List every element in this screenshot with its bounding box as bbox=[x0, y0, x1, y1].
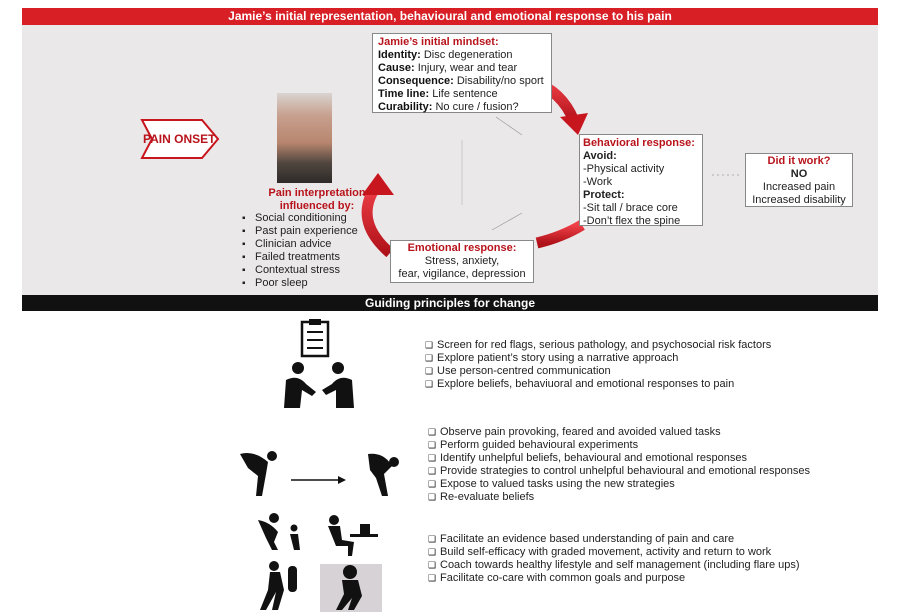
mindset-row: Consequence: Disability/no sport bbox=[378, 75, 544, 87]
protect-item: -Sit tall / brace core bbox=[583, 202, 678, 214]
protect-item: -Don’t flex the spine bbox=[583, 215, 681, 227]
list-item: ❑ Facilitate co-care with common goals and purpose bbox=[428, 572, 800, 585]
mindset-box bbox=[372, 33, 552, 113]
list-item: ❑ Identify unhelpful beliefs, behavioural and emotional responses bbox=[428, 452, 810, 465]
list-item: ❑ Use person-centred communication bbox=[425, 365, 771, 378]
list-item: ❑ Expose to valued tasks using the new strategies bbox=[428, 478, 810, 491]
consultation-icon bbox=[276, 318, 358, 410]
did-it-work-title: Did it work? bbox=[767, 155, 831, 167]
avoid-label: Avoid: bbox=[583, 150, 617, 162]
header-banner bbox=[22, 8, 878, 25]
list-item: ❑ Observe pain provoking, feared and avoided valued tasks bbox=[428, 426, 810, 439]
list-item: ▪ Clinician advice bbox=[242, 238, 358, 251]
arrowhead-top-right bbox=[560, 113, 588, 135]
activities-icon bbox=[254, 512, 384, 612]
interpretation-title: Pain interpretation influenced by: bbox=[268, 187, 366, 212]
list-item: ❑ Screen for red flags, serious pathology, and psychosocial risk factors bbox=[425, 339, 771, 352]
principles-banner bbox=[22, 295, 878, 311]
list-item: ❑ Coach towards healthy lifestyle and self management (including flare ups) bbox=[428, 559, 800, 572]
arc-arrow-bottom-right bbox=[537, 225, 582, 243]
emotional-line: Stress, anxiety, bbox=[424, 255, 500, 267]
principles-section-2 bbox=[428, 426, 810, 504]
did-it-work-box bbox=[745, 153, 853, 207]
behavioral-title: Behavioral response: bbox=[583, 137, 695, 149]
list-item: ❑ Perform guided behavioural experiments bbox=[428, 439, 810, 452]
did-it-work-answer: NO bbox=[790, 168, 808, 180]
patient-back-photo bbox=[277, 93, 332, 183]
list-item: ❑ Build self-efficacy with graded movement, activity and return to work bbox=[428, 546, 800, 559]
principles-section-3 bbox=[428, 533, 800, 585]
list-item: ❑ Provide strategies to control unhelpful behavioural and emotional responses bbox=[428, 465, 810, 478]
list-item: ❑ Re-evaluate beliefs bbox=[428, 491, 810, 504]
list-item: ❑ Explore beliefs, behaviuoral and emotional responses to pain bbox=[425, 378, 771, 391]
outcome-line: Increased pain bbox=[762, 181, 836, 193]
faint-line-1 bbox=[496, 117, 522, 135]
mindset-title: Jamie’s initial mindset: bbox=[378, 36, 499, 48]
pain-onset-label: PAIN ONSET bbox=[143, 132, 216, 146]
avoid-item: -Work bbox=[583, 176, 613, 188]
avoid-item: -Physical activity bbox=[583, 163, 665, 175]
bending-figures-icon bbox=[236, 444, 402, 500]
mindset-row: Curability: No cure / fusion? bbox=[378, 101, 519, 113]
list-item: ▪ Failed treatments bbox=[242, 251, 358, 264]
mindset-row: Identity: Disc degeneration bbox=[378, 49, 513, 61]
list-item: ▪ Contextual stress bbox=[242, 264, 358, 277]
protect-label: Protect: bbox=[583, 189, 625, 201]
emotional-line: fear, vigilance, depression bbox=[398, 268, 526, 280]
list-item: ▪ Poor sleep bbox=[242, 277, 358, 290]
list-item: ❑ Explore patient’s story using a narrative approach bbox=[425, 352, 771, 365]
behavioral-box bbox=[579, 134, 703, 226]
emotional-title: Emotional response: bbox=[407, 242, 517, 254]
list-item: ▪ Social conditioning bbox=[242, 212, 358, 225]
principles-title: Guiding principles for change bbox=[364, 296, 535, 310]
faint-line-3 bbox=[492, 213, 522, 230]
outcome-line: Increased disability bbox=[752, 194, 846, 206]
principles-section-1 bbox=[425, 339, 771, 391]
emotional-box bbox=[390, 240, 534, 283]
list-item: ▪ Past pain experience bbox=[242, 225, 358, 238]
mindset-row: Time line: Life sentence bbox=[378, 88, 498, 100]
interpretation-list bbox=[242, 212, 358, 290]
header-title: Jamie’s initial representation, behavioural and emotional response to his pain bbox=[228, 9, 672, 23]
mindset-row: Cause: Injury, wear and tear bbox=[378, 62, 518, 74]
list-item: ❑ Facilitate an evidence based understanding of pain and care bbox=[428, 533, 800, 546]
